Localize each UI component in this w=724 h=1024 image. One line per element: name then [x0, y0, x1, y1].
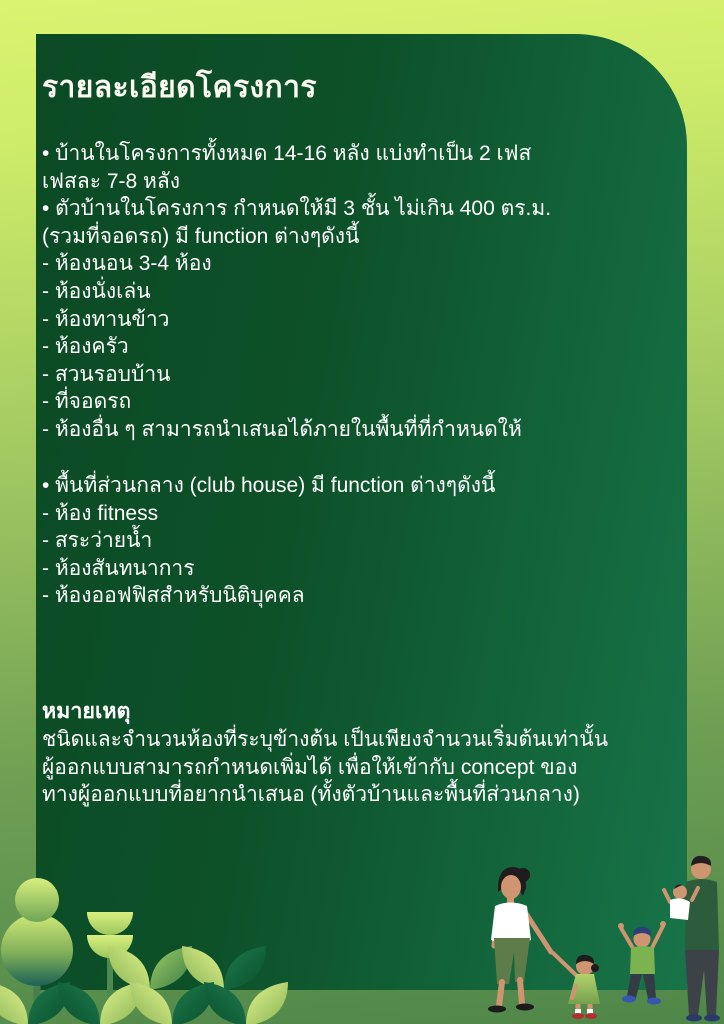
note-heading: หมายเหตุ [42, 699, 131, 723]
father-baby-figure [664, 856, 720, 1022]
detail-line: - สวนรอบบ้าน [42, 362, 171, 386]
mother-figure [488, 867, 551, 1013]
leaf-pair [108, 946, 192, 990]
son-figure [618, 921, 666, 1005]
detail-line: - ห้องนั่งเล่น [42, 279, 151, 303]
note-line: ทางผู้ออกแบบที่อยากนำเสนอ (ทั้งตัวบ้านและพื้นที่ส่วนกลาง) [42, 783, 580, 807]
detail-line: - ห้องสันทนาการ [42, 556, 195, 580]
family-illustration [464, 840, 724, 1024]
leaf-pair [182, 946, 266, 990]
section-houses [42, 140, 551, 444]
section-clubhouse [42, 472, 495, 610]
detail-line: • บ้านในโครงการทั้งหมด 14-16 หลัง แบ่งทำเป็น 2 เฟส [42, 142, 532, 165]
leaf-pair [58, 982, 142, 1024]
detail-line: - สระว่ายน้ำ [42, 529, 153, 553]
detail-line: - ที่จอดรถ [42, 390, 132, 414]
page-title: รายละเอียดโครงการ [42, 71, 317, 104]
plants-illustration [0, 844, 300, 1024]
note-line: ผู้ออกแบบสามารถกำหนดเพิ่มได้ เพื่อให้เข้ากับ concept ของ [42, 755, 578, 779]
detail-line: - ห้องนอน 3-4 ห้อง [42, 252, 212, 276]
leaf-pair [204, 982, 288, 1024]
detail-line: - ห้องครัว [42, 335, 129, 359]
detail-line: เฟสละ 7-8 หลัง [42, 169, 180, 193]
detail-line: - ห้องออฟฟิสสำหรับนิติบุคคล [42, 584, 305, 608]
detail-line: • พื้นที่ส่วนกลาง (club house) มี function ต่างๆดังนี้ [42, 474, 496, 497]
leaf-pair [130, 982, 214, 1024]
detail-line: - ห้องอื่น ๆ สามารถนำเสนอได้ภายในพื้นที่ที่กำหนดให้ [42, 417, 522, 441]
detail-line: (รวมที่จอดรถ) มี function ต่างๆดังนี้ [42, 224, 360, 248]
detail-line: • ตัวบ้านในโครงการ กำหนดให้มี 3 ชั้น ไม่เกิน 400 ตร.ม. [42, 197, 552, 221]
section-note [42, 696, 608, 809]
note-line: ชนิดและจำนวนห้องที่ระบุข้างต้น เป็นเพียงจำนวนเริ่มต้นเท่านั้น [42, 728, 609, 751]
detail-line: - ห้องทานข้าว [42, 307, 170, 331]
detail-line: - ห้อง fitness [42, 501, 159, 525]
daughter-figure [553, 953, 600, 1019]
